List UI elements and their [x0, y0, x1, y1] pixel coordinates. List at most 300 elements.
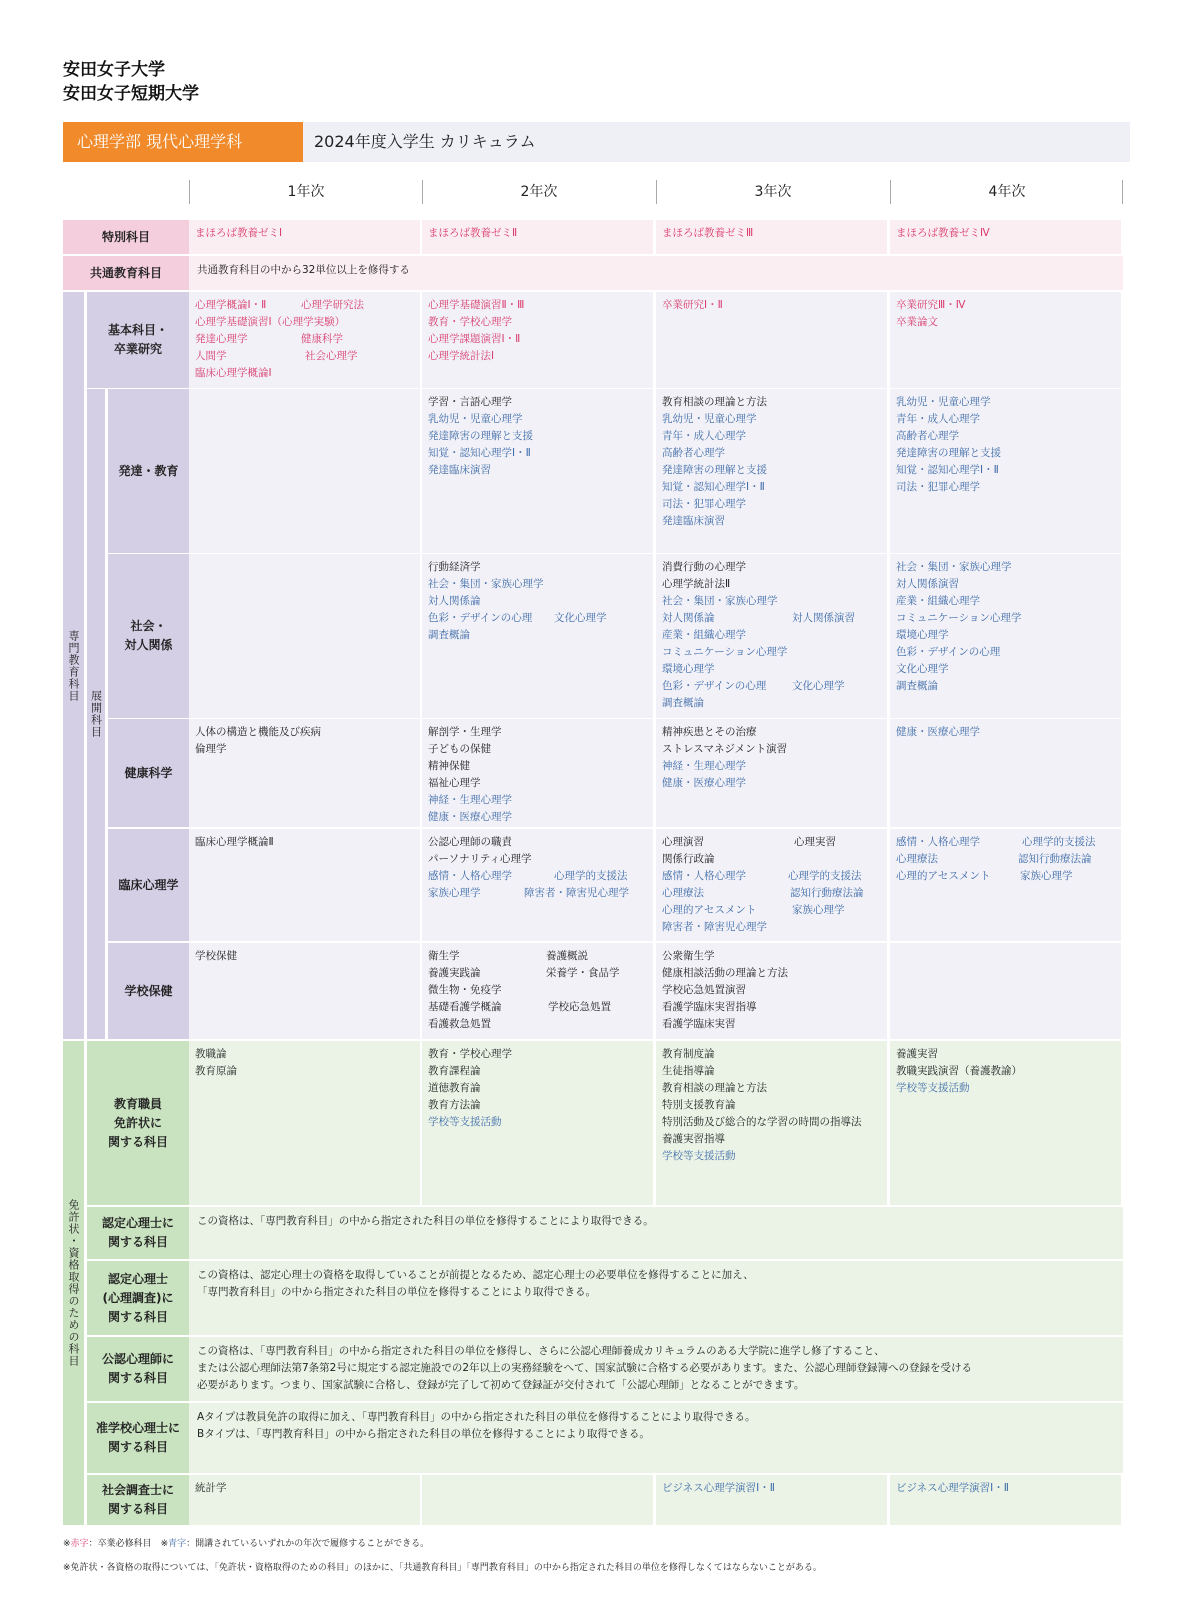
course-line — [662, 661, 881, 678]
course-line — [896, 445, 1115, 462]
course-cell — [422, 389, 653, 553]
course-line — [896, 225, 1115, 242]
course-name: 看護学臨床実習指導 — [662, 1001, 757, 1013]
course-name: 教職論 — [195, 1048, 227, 1060]
course-cell — [422, 1475, 653, 1525]
course-line — [195, 724, 414, 741]
course-name: 学校応急処置 — [548, 1001, 611, 1013]
year-header-end-rule — [1122, 180, 1123, 204]
legend-red-desc: ：卒業必修科目 ※ — [88, 1539, 169, 1549]
course-line — [428, 314, 647, 331]
course-name: 心理学基礎演習Ⅱ・Ⅲ — [428, 299, 525, 311]
course-name: 教育課程論 — [428, 1065, 481, 1077]
course-name: 環境心理学 — [896, 629, 949, 641]
course-name: 知覚・認知心理学Ⅰ・Ⅱ — [896, 464, 999, 476]
row-label: 認定心理士に 関する科目 — [87, 1207, 189, 1259]
course-cell — [656, 1041, 887, 1205]
course-name: 対人関係論 — [428, 595, 481, 607]
row-label: 公認心理師に 関する科目 — [87, 1337, 189, 1401]
course-name: 卒業研究Ⅰ・Ⅱ — [662, 299, 723, 311]
course-name: 特別活動及び総合的な学習の時間の指導法 — [662, 1116, 862, 1128]
course-line — [195, 331, 414, 348]
course-name: 認知行動療法論 — [790, 887, 864, 899]
course-line — [195, 365, 414, 382]
row-label: 学校保健 — [108, 943, 189, 1039]
course-name: 感情・人格心理学 — [662, 870, 746, 882]
course-cell — [656, 389, 887, 553]
course-name: 教育相談の理論と方法 — [662, 396, 767, 408]
course-name: 栄養学・食品学 — [546, 967, 620, 979]
group-tenkai — [87, 389, 105, 1039]
course-name: 色彩・デザインの心理 — [428, 612, 533, 624]
course-name: ビジネス心理学演習Ⅰ・Ⅱ — [896, 1482, 1009, 1494]
course-line — [428, 851, 647, 868]
course-name: 学校等支援活動 — [428, 1116, 502, 1128]
course-line — [662, 576, 881, 593]
course-line — [662, 999, 881, 1016]
course-name: 調査概論 — [662, 697, 704, 709]
course-name: 道徳教育論 — [428, 1082, 481, 1094]
course-line — [428, 834, 647, 851]
course-name: 心理学統計法Ⅰ — [428, 350, 495, 362]
course-name: 養護概説 — [546, 950, 588, 962]
course-name: 社会心理学 — [305, 350, 358, 362]
course-cell — [422, 943, 653, 1039]
course-line — [896, 834, 1115, 851]
course-name: 教育・学校心理学 — [428, 316, 512, 328]
university-names — [63, 58, 199, 106]
footnote-mark: ※ — [63, 1539, 71, 1549]
course-line — [662, 919, 881, 936]
course-cell — [890, 1475, 1121, 1525]
course-name: 神経・生理心理学 — [662, 760, 746, 772]
group-tenkai-text: 展開科目 — [89, 690, 103, 738]
course-name: 人体の構造と機能及び疾病 — [195, 726, 321, 738]
course-cell — [189, 554, 420, 718]
course-line — [662, 868, 881, 885]
course-line — [662, 496, 881, 513]
course-line — [662, 644, 881, 661]
course-name: 教職実践演習（養護教諭） — [896, 1065, 1022, 1077]
course-line — [662, 1148, 881, 1165]
course-line — [428, 809, 647, 826]
course-name: 心理学統計法Ⅱ — [662, 578, 731, 590]
course-cell — [890, 220, 1121, 254]
course-line — [662, 1080, 881, 1097]
course-name: ストレスマネジメント演習 — [662, 743, 788, 755]
course-name: 発達障害の理解と支援 — [662, 464, 767, 476]
course-name: 精神疾患とその治療 — [662, 726, 757, 738]
course-cell — [189, 719, 420, 827]
course-name: 社会・集団・家族心理学 — [428, 578, 544, 590]
course-line — [662, 428, 881, 445]
course-line — [662, 627, 881, 644]
course-line — [428, 741, 647, 758]
course-line — [195, 1046, 414, 1063]
course-name: 心理的アセスメント — [662, 904, 757, 916]
course-line — [428, 1080, 647, 1097]
course-name: 心理療法 — [896, 853, 938, 865]
course-name: 心理学的支援法 — [788, 870, 862, 882]
course-cell — [189, 1475, 420, 1525]
course-name: パーソナリティ心理学 — [428, 853, 532, 865]
course-line — [428, 559, 647, 576]
course-name: 養護実習 — [896, 1048, 938, 1060]
course-line — [662, 593, 881, 610]
course-name: 微生物・免疫学 — [428, 984, 502, 996]
course-line — [896, 1080, 1115, 1097]
course-name: 臨床心理学概論Ⅱ — [195, 836, 274, 848]
course-name: 精神保健 — [428, 760, 470, 772]
course-name: 生徒指導論 — [662, 1065, 715, 1077]
course-line — [662, 758, 881, 775]
course-line — [428, 1016, 647, 1033]
course-name: 発達臨床演習 — [428, 464, 491, 476]
course-name: 発達臨床演習 — [662, 515, 725, 527]
course-name: 家族心理学 — [792, 904, 845, 916]
course-cell — [422, 554, 653, 718]
course-line — [662, 724, 881, 741]
group-menkyo — [63, 1041, 84, 1525]
course-cell — [422, 829, 653, 941]
course-cell — [656, 943, 887, 1039]
course-line — [662, 851, 881, 868]
row-label: 教育職員 免許状に 関する科目 — [87, 1041, 189, 1205]
course-line — [662, 225, 881, 242]
course-name: 心理演習 — [662, 836, 704, 848]
course-cell — [890, 389, 1121, 553]
course-line — [428, 999, 647, 1016]
course-name: 卒業研究Ⅲ・Ⅳ — [896, 299, 966, 311]
course-name: 健康相談活動の理論と方法 — [662, 967, 788, 979]
course-name: 高齢者心理学 — [896, 430, 959, 442]
course-line — [428, 885, 647, 902]
course-cell — [422, 292, 653, 388]
course-line — [896, 428, 1115, 445]
course-name: 心理的アセスメント — [896, 870, 991, 882]
course-name: 看護救急処置 — [428, 1018, 491, 1030]
course-cell — [890, 292, 1121, 388]
course-cell — [656, 292, 887, 388]
course-cell — [890, 719, 1121, 827]
course-name: 文化心理学 — [792, 680, 845, 692]
course-line — [896, 678, 1115, 695]
legend-red: 赤字 — [70, 1539, 89, 1549]
course-line — [195, 741, 414, 758]
course-line — [662, 394, 881, 411]
row-description: この資格は、「専門教育科目」の中から指定された科目の単位を修得し、さらに公認心理師養成カリキュラムのある大学院に進学し修了すること、 または公認心理師法第7条第2号に規定する認定施設での2年以上の実務経験をへて、国家試験に合格する必要があります。また、公認心理師登録簿への登録を受ける 必要があります。つまり、国家試験に合格し、登録が完了して初めて登録証が交付されて「公認心理師」となることができます。 — [189, 1337, 1123, 1401]
row-description: この資格は、「専門教育科目」の中から指定された科目の単位を修得することにより取得できる。 — [189, 1207, 1123, 1259]
course-name: 人間学 — [195, 350, 227, 362]
row-label: 発達・教育 — [108, 389, 189, 553]
course-name: 高齢者心理学 — [662, 447, 725, 459]
course-line — [896, 644, 1115, 661]
course-name: 発達障害の理解と支援 — [896, 447, 1001, 459]
year-3: 3年次 — [656, 180, 889, 204]
course-line — [662, 610, 881, 627]
row-label: 認定心理士 (心理調査)に 関する科目 — [87, 1261, 189, 1335]
course-line — [896, 610, 1115, 627]
course-line — [662, 1114, 881, 1131]
course-name: まほろば教養ゼミⅡ — [428, 227, 518, 239]
course-name: 行動経済学 — [428, 561, 481, 573]
course-name: 臨床心理学概論Ⅰ — [195, 367, 272, 379]
course-name: 認知行動療法論 — [1018, 853, 1092, 865]
course-line — [896, 724, 1115, 741]
row-label: 臨床心理学 — [108, 829, 189, 941]
course-name: 健康・医療心理学 — [896, 726, 980, 738]
course-line — [662, 559, 881, 576]
course-cell — [656, 829, 887, 941]
course-line — [662, 885, 881, 902]
course-name: 学校保健 — [195, 950, 237, 962]
course-line — [195, 834, 414, 851]
course-name: 心理学研究法 — [301, 299, 364, 311]
course-line — [428, 982, 647, 999]
course-line — [896, 462, 1115, 479]
course-name: 乳幼児・児童心理学 — [896, 396, 991, 408]
course-line — [195, 1480, 414, 1497]
course-name: コミュニケーション心理学 — [662, 646, 788, 658]
course-name: まほろば教養ゼミⅣ — [896, 227, 990, 239]
course-name: 公衆衛生学 — [662, 950, 715, 962]
course-name: 心理実習 — [794, 836, 836, 848]
course-line — [896, 627, 1115, 644]
course-name: 解剖学・生理学 — [428, 726, 502, 738]
course-line — [896, 479, 1115, 496]
course-line — [428, 348, 647, 365]
course-name: 教育原論 — [195, 1065, 237, 1077]
year-4: 4年次 — [890, 180, 1123, 204]
course-line — [428, 627, 647, 644]
course-cell — [890, 829, 1121, 941]
course-name: 卒業論文 — [896, 316, 938, 328]
course-name: 調査概論 — [428, 629, 470, 641]
course-line — [662, 479, 881, 496]
course-name: まほろば教養ゼミⅢ — [662, 227, 754, 239]
course-name: 文化心理学 — [554, 612, 607, 624]
course-name: 心理学的支援法 — [1022, 836, 1096, 848]
course-cell — [189, 292, 420, 388]
course-name: 発達心理学 — [195, 333, 248, 345]
course-cell — [189, 829, 420, 941]
year-2: 2年次 — [422, 180, 655, 204]
course-name: コミュニケーション心理学 — [896, 612, 1022, 624]
course-name: 統計学 — [195, 1482, 227, 1494]
course-name: 健康・医療心理学 — [662, 777, 746, 789]
course-name: まほろば教養ゼミⅠ — [195, 227, 283, 239]
course-cell — [656, 220, 887, 254]
course-name: 健康科学 — [301, 333, 343, 345]
legend-blue-desc: ：開講されているいずれかの年次で履修することができる。 — [186, 1539, 430, 1549]
course-name: 神経・生理心理学 — [428, 794, 512, 806]
course-line — [428, 411, 647, 428]
row-label: 特別科目 — [63, 220, 189, 254]
course-name: 福祉心理学 — [428, 777, 481, 789]
course-name: 学習・言語心理学 — [428, 396, 512, 408]
course-name: 子どもの保健 — [428, 743, 491, 755]
course-line — [428, 394, 647, 411]
course-name: 家族心理学 — [1020, 870, 1073, 882]
course-name: 教育・学校心理学 — [428, 1048, 512, 1060]
year-1: 1年次 — [189, 180, 422, 204]
course-line — [896, 661, 1115, 678]
course-name: 心理学課題演習Ⅰ・Ⅱ — [428, 333, 521, 345]
row-label: 社会・ 対人関係 — [108, 554, 189, 718]
course-line — [428, 593, 647, 610]
course-cell — [189, 389, 420, 553]
course-line — [896, 1480, 1115, 1497]
course-name: 対人関係演習 — [896, 578, 959, 590]
course-line — [195, 948, 414, 965]
course-name: 青年・成人心理学 — [896, 413, 980, 425]
course-name: 乳幼児・児童心理学 — [662, 413, 757, 425]
course-name: 社会・集団・家族心理学 — [896, 561, 1012, 573]
course-line — [662, 1097, 881, 1114]
course-name: 色彩・デザインの心理 — [896, 646, 1001, 658]
course-name: 知覚・認知心理学Ⅰ・Ⅱ — [662, 481, 765, 493]
course-line — [428, 1114, 647, 1131]
course-name: 調査概論 — [896, 680, 938, 692]
course-line — [662, 775, 881, 792]
course-line — [896, 394, 1115, 411]
department-badge: 心理学部 現代心理学科 — [63, 122, 303, 162]
course-name: 対人関係演習 — [792, 612, 855, 624]
course-name: 関係行政論 — [662, 853, 715, 865]
course-line — [896, 559, 1115, 576]
course-name: 知覚・認知心理学Ⅰ・Ⅱ — [428, 447, 531, 459]
course-line — [428, 792, 647, 809]
course-line — [195, 225, 414, 242]
course-line — [662, 948, 881, 965]
course-name: 司法・犯罪心理学 — [662, 498, 746, 510]
course-name: 産業・組織心理学 — [662, 629, 746, 641]
course-name: 感情・人格心理学 — [896, 836, 980, 848]
row-label: 基本科目・ 卒業研究 — [87, 292, 189, 388]
course-name: 心理療法 — [662, 887, 704, 899]
course-line — [662, 1480, 881, 1497]
course-line — [662, 678, 881, 695]
course-line — [428, 1063, 647, 1080]
course-line — [662, 1131, 881, 1148]
course-name: 特別支援教育論 — [662, 1099, 736, 1111]
course-line — [662, 741, 881, 758]
course-line — [428, 868, 647, 885]
course-name: 養護実践論 — [428, 967, 481, 979]
course-line — [896, 297, 1115, 314]
course-name: 健康・医療心理学 — [428, 811, 512, 823]
course-line — [896, 411, 1115, 428]
course-name: 教育方法論 — [428, 1099, 481, 1111]
footnote-note: ※免許状・各資格の取得については、「免許状・資格取得のための科目」のほかに、「共通教育科目」「専門教育科目」の中から指定された科目の単位を修得しなくてはならないことがある。 — [63, 1563, 822, 1573]
course-line — [662, 411, 881, 428]
course-cell — [890, 554, 1121, 718]
course-name: 対人関係論 — [662, 612, 715, 624]
group-menkyo-text: 免許状・資格取得のための科目 — [67, 1199, 80, 1367]
course-cell — [422, 1041, 653, 1205]
course-line — [428, 1097, 647, 1114]
course-line — [428, 775, 647, 792]
course-name: 青年・成人心理学 — [662, 430, 746, 442]
course-name: 看護学臨床実習 — [662, 1018, 736, 1030]
course-name: 教育相談の理論と方法 — [662, 1082, 767, 1094]
university-name-2: 安田女子短期大学 — [63, 84, 199, 104]
group-senmon-text: 専門教育科目 — [67, 629, 80, 702]
course-line — [428, 610, 647, 627]
course-cell — [189, 943, 420, 1039]
course-name: 心理学的支援法 — [554, 870, 628, 882]
course-name: 社会・集団・家族心理学 — [662, 595, 778, 607]
course-line — [896, 1046, 1115, 1063]
legend-blue: 青字 — [168, 1539, 187, 1549]
course-cell — [656, 1475, 887, 1525]
course-name: 基礎看護学概論 — [428, 1001, 502, 1013]
course-name: 司法・犯罪心理学 — [896, 481, 980, 493]
course-cell — [189, 1041, 420, 1205]
course-line — [428, 297, 647, 314]
course-name: 倫理学 — [195, 743, 227, 755]
course-name: 環境心理学 — [662, 663, 715, 675]
footnote-legend — [63, 1537, 429, 1551]
page-title: 2024年度入学生 カリキュラム — [314, 132, 536, 151]
row-description: この資格は、認定心理士の資格を取得していることが前提となるため、認定心理士の必要単位を修得することに加え、 「専門教育科目」の中から指定された科目の単位を修得することにより取得できる。 — [189, 1261, 1123, 1335]
course-name: ビジネス心理学演習Ⅰ・Ⅱ — [662, 1482, 775, 1494]
course-name: 家族心理学 — [428, 887, 481, 899]
course-name: 学校等支援活動 — [662, 1150, 736, 1162]
course-line — [195, 1063, 414, 1080]
course-line — [662, 695, 881, 712]
course-name: 学校等支援活動 — [896, 1082, 970, 1094]
course-name: 文化心理学 — [896, 663, 949, 675]
course-name: 学校応急処置演習 — [662, 984, 746, 996]
course-name: 産業・組織心理学 — [896, 595, 980, 607]
course-line — [428, 462, 647, 479]
course-line — [662, 513, 881, 530]
row-description: 共通教育科目の中から32単位以上を修得する — [189, 256, 1123, 290]
course-line — [662, 297, 881, 314]
course-cell — [656, 554, 887, 718]
course-line — [428, 576, 647, 593]
course-line — [428, 445, 647, 462]
course-line — [428, 724, 647, 741]
course-line — [428, 758, 647, 775]
course-cell — [656, 719, 887, 827]
course-name: 感情・人格心理学 — [428, 870, 512, 882]
course-name: 心理学概論Ⅰ・Ⅱ — [195, 299, 267, 311]
course-line — [896, 576, 1115, 593]
group-senmon — [63, 292, 84, 1039]
course-line — [896, 1063, 1115, 1080]
course-cell — [189, 220, 420, 254]
course-line — [662, 902, 881, 919]
course-name: 衛生学 — [428, 950, 460, 962]
course-line — [662, 445, 881, 462]
course-line — [662, 462, 881, 479]
course-name: 養護実習指導 — [662, 1133, 725, 1145]
course-line — [195, 297, 414, 314]
course-cell — [422, 719, 653, 827]
course-line — [896, 868, 1115, 885]
course-line — [428, 1046, 647, 1063]
course-line — [428, 948, 647, 965]
course-line — [428, 965, 647, 982]
row-label: 准学校心理士に 関する科目 — [87, 1403, 189, 1473]
course-name: 障害者・障害児心理学 — [524, 887, 629, 899]
course-name: 公認心理師の職責 — [428, 836, 512, 848]
course-name: 教育制度論 — [662, 1048, 715, 1060]
course-cell — [422, 220, 653, 254]
course-line — [195, 314, 414, 331]
